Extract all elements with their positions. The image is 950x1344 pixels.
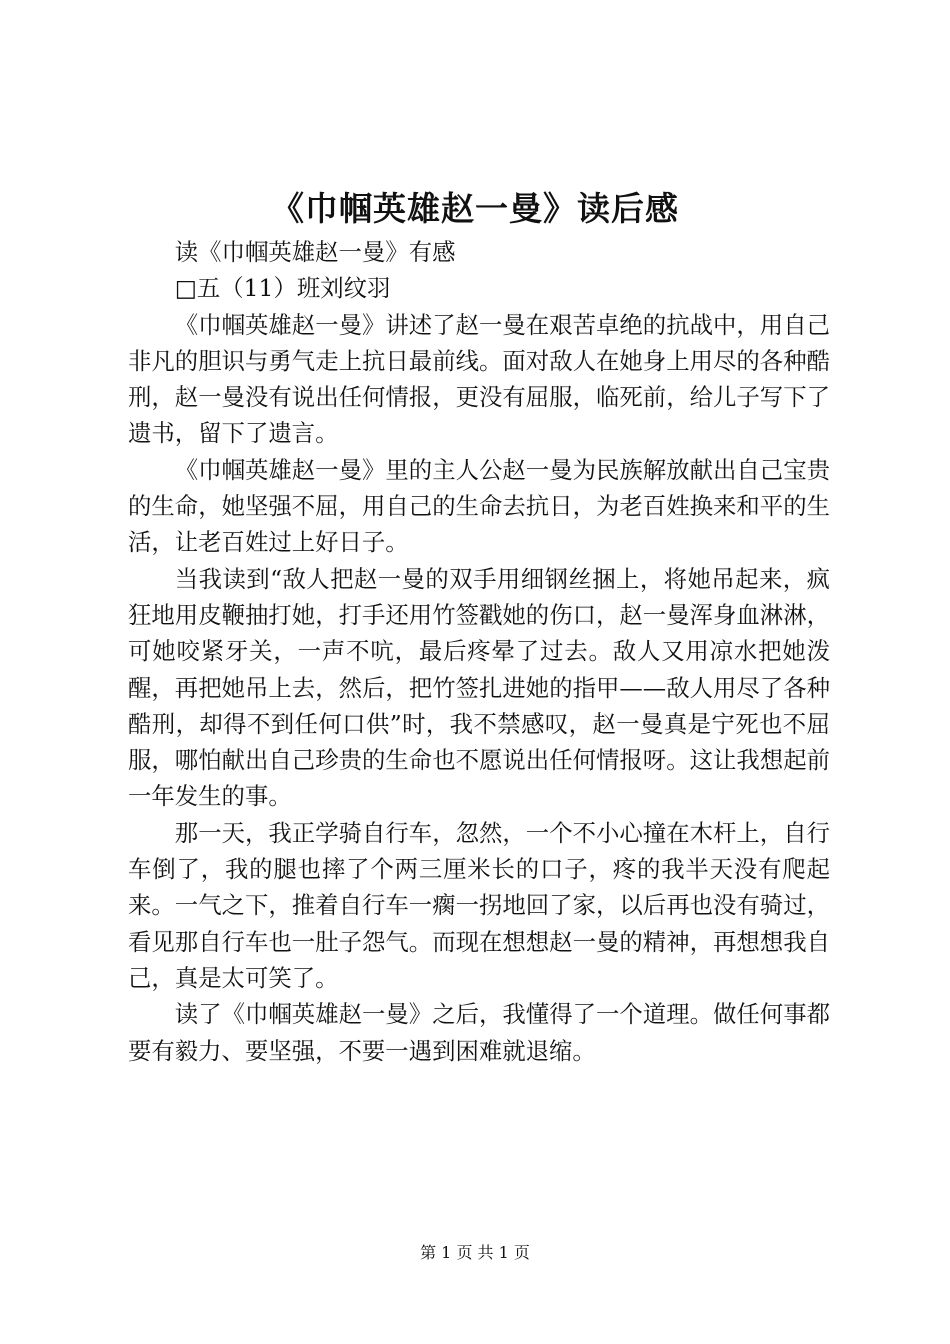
paragraph-5: 读了《巾帼英雄赵一曼》之后，我懂得了一个道理。做任何事都要有毅力、要坚强，不要一遇到困难就退缩。 — [128, 1000, 830, 1065]
author-byline: □五（11）班刘纹羽 — [174, 274, 391, 303]
paragraph-2: 《巾帼英雄赵一曼》里的主人公赵一曼为民族解放献出自己宝贵的生命，她坚强不屈，用自己的生命去抗日，为老百姓换来和平的生活，让老百姓过上好日子。 — [128, 455, 830, 557]
page-footer: 第 1 页 共 1 页 — [420, 1243, 530, 1262]
document-body — [128, 234, 830, 1069]
paragraph-4: 那一天，我正学骑自行车，忽然，一个不小心撞在木杆上，自行车倒了，我的腿也摔了个两三厘米长的口子，疼的我半天没有爬起来。一气之下，推着自行车一瘸一拐地回了家，以后再也没有骑过，看见那自行车也一肚子怨气。而现在想想赵一曼的精神，再想想我自己，真是太可笑了。 — [128, 818, 830, 992]
paragraph-3: 当我读到“敌人把赵一曼的双手用细钢丝捆上，将她吊起来，疯狂地用皮鞭抽打她，打手还用竹签戳她的伤口，赵一曼浑身血淋淋，可她咬紧牙关，一声不吭，最后疼晕了过去。敌人又用凉水把她泼醒，再把她吊上去，然后，把竹签扎进她的指甲——敌人用尽了各种酷刑，却得不到任何口供”时，我不禁感叹，赵一曼真是宁死也不屈服，哪怕献出自己珍贵的生命也不愿说出任何情报呀。这让我想起前一年发生的事。 — [128, 564, 830, 811]
essay-subtitle: 读《巾帼英雄赵一曼》有感 — [174, 238, 456, 266]
document-title: 《巾帼英雄赵一曼》读后感 — [271, 189, 679, 228]
paragraph-1: 《巾帼英雄赵一曼》讲述了赵一曼在艰苦卓绝的抗战中，用自己非凡的胆识与勇气走上抗日最前线。面对敌人在她身上用尽的各种酷刑，赵一曼没有说出任何情报，更没有屈服，临死前，给儿子写下了遗书，留下了遗言。 — [128, 310, 830, 448]
